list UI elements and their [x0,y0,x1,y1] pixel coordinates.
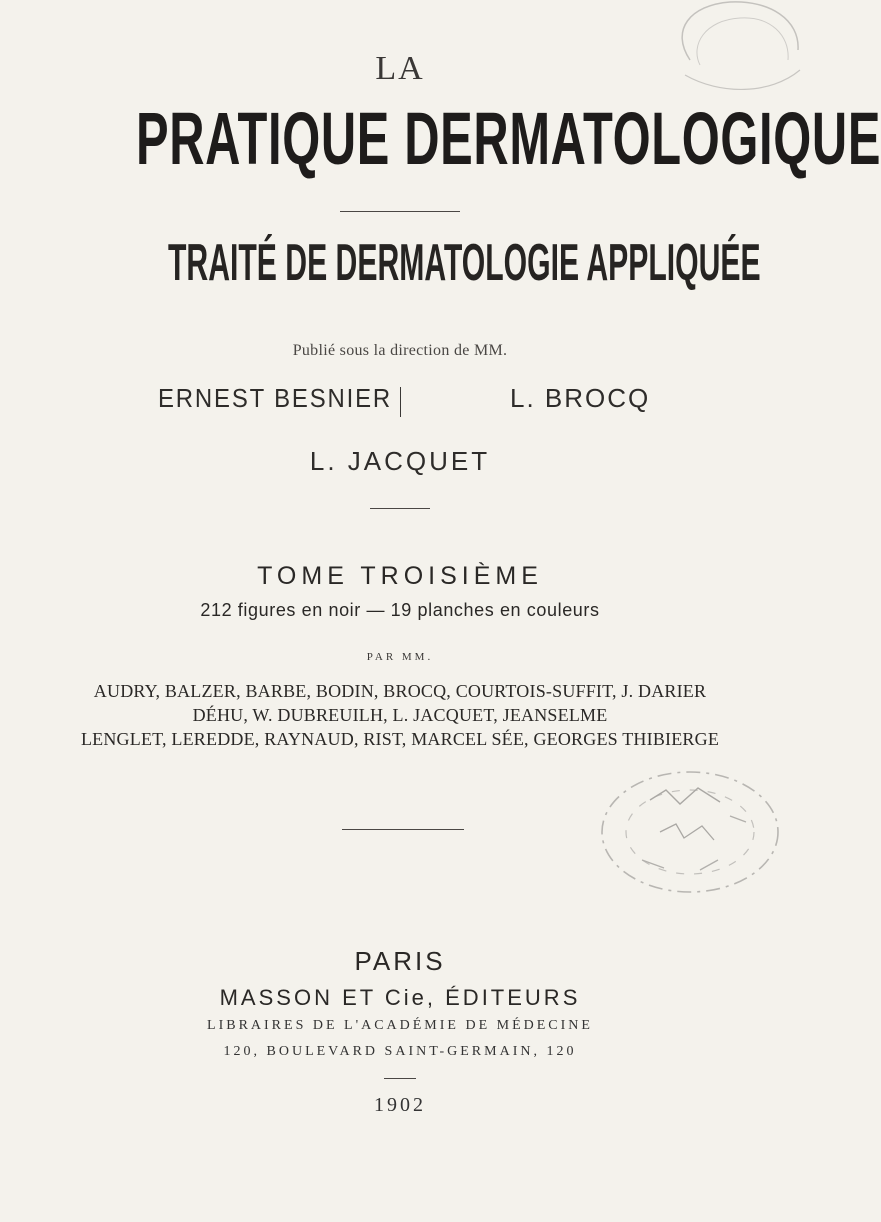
imprint-year: 1902 [374,1094,426,1116]
figures-note: 212 figures en noir — 19 planches en couleurs [200,600,600,620]
imprint-address: 120, BOULEVARD SAINT-GERMAIN, 120 [223,1044,577,1059]
director-besnier: ERNEST BESNIER [158,383,393,413]
imprint-city: PARIS [354,946,446,976]
year-divider [384,1078,416,1079]
authors-line-3: LENGLET, LEREDDE, RAYNAUD, RIST, MARCEL SÉE, GEORGES THIBIERGE [80,729,720,749]
imprint-publisher: MASSON ET Cie, ÉDITEURS [219,985,581,1010]
direction-intro: Publié sous la direction de MM. [292,342,508,359]
book-subtitle: TRAITÉ DE DERMATOLOGIE APPLIQUÉE [168,234,761,292]
authors-intro: PAR MM. [366,651,434,663]
director-jacquet: L. JACQUET [309,446,491,476]
section-divider [370,508,430,509]
title-prefix: LA [375,50,425,87]
authors-line-1: AUDRY, BALZER, BARBE, BODIN, BROCQ, COURTOIS-SUFFIT, J. DARIER [93,681,707,701]
imprint-divider [342,829,464,830]
library-stamp-circle [580,760,800,900]
volume-number: TOME TROISIÈME [257,562,543,590]
title-divider [340,211,460,212]
director-brocq: L. BROCQ [510,383,651,413]
directors-row [0,383,800,423]
director-separator [400,387,401,417]
book-title: PRATIQUE DERMATOLOGIQUE [136,97,881,180]
authors-line-2: DÉHU, W. DUBREUILH, L. JACQUET, JEANSELME [192,705,608,725]
imprint-booksellers: LIBRAIRES DE L'ACADÉMIE DE MÉDECINE [207,1018,593,1033]
